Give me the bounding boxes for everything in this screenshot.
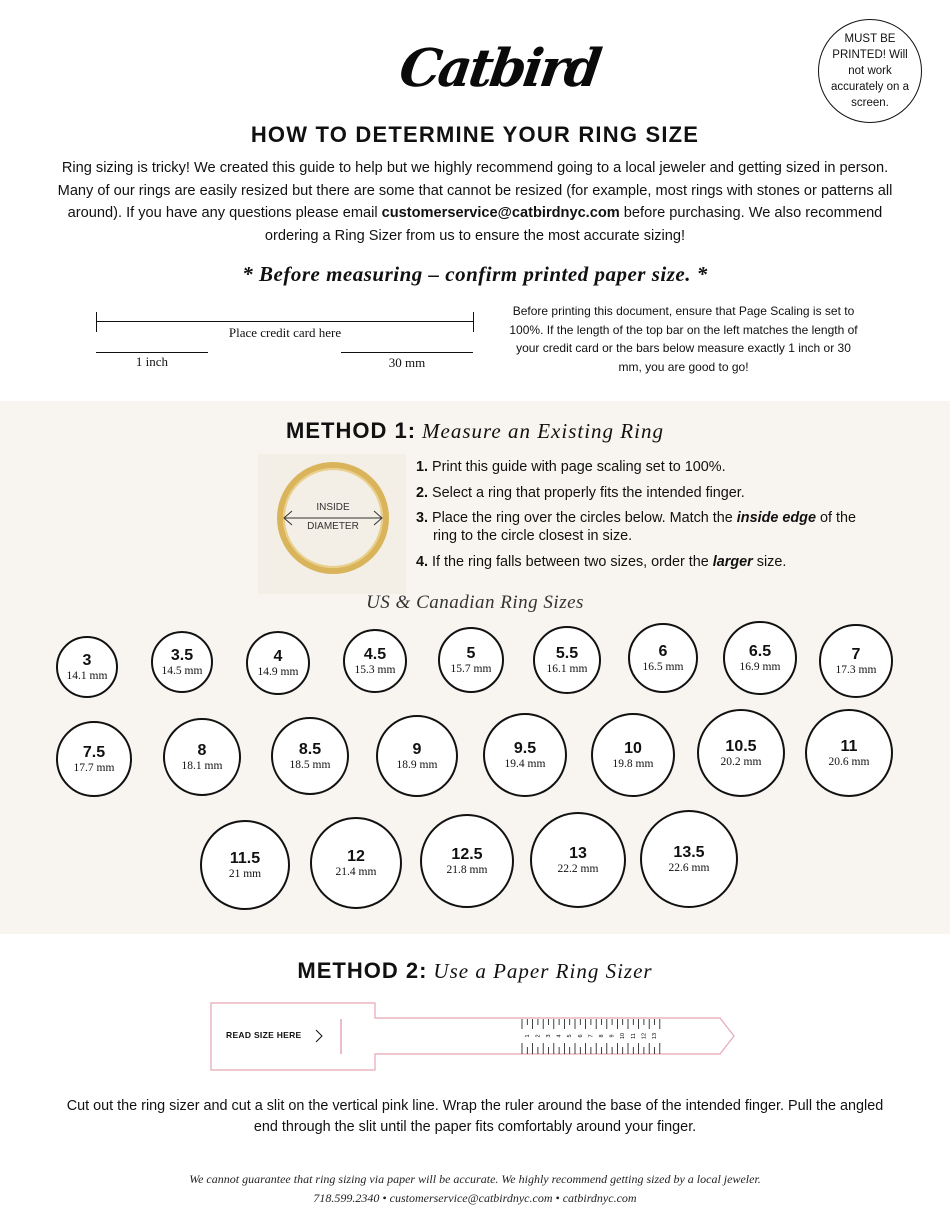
ring-size-mm: 17.7 mm [73, 761, 115, 774]
credit-card-label: Place credit card here [228, 325, 342, 340]
footer-disclaimer: We cannot guarantee that ring sizing via paper will be accurate. We highly recommend getting sized by a local jeweler. [189, 1172, 761, 1186]
ring-size-mm: 18.5 mm [289, 758, 331, 771]
ruler-number: 5 [567, 1034, 574, 1038]
page-title: HOW TO DETERMINE YOUR RING SIZE [250, 122, 700, 147]
ring-size-mm: 14.9 mm [257, 665, 299, 678]
ring-size-us: 3 [82, 651, 92, 669]
ring-size-us: 12.5 [451, 845, 483, 863]
ruler-number: 6 [577, 1034, 584, 1038]
step-emphasis: larger [712, 553, 753, 570]
ring-size-circle [533, 626, 601, 694]
ruler-number: 4 [556, 1034, 563, 1038]
ring-size-us: 5 [466, 644, 476, 662]
step-text-end: size. [752, 553, 787, 570]
ring-sizes-heading: US & Canadian Ring Sizes [366, 592, 584, 613]
ring-size-us: 8 [197, 741, 207, 759]
ring-size-us: 13.5 [673, 843, 705, 861]
ring-size-us: 7 [851, 645, 861, 663]
ring-size-circle [640, 810, 738, 908]
ring-label-diameter: DIAMETER [307, 521, 359, 532]
ring-size-us: 12 [347, 847, 365, 865]
ring-size-circle [271, 717, 349, 795]
ring-size-circle [56, 636, 118, 698]
ring-size-circle [483, 713, 567, 797]
ring-size-mm: 21.4 mm [335, 865, 377, 878]
ring-size-us: 10 [624, 739, 642, 757]
ruler-number: 10 [620, 1032, 627, 1040]
step-item [416, 484, 866, 502]
credit-card-line [96, 321, 474, 322]
ring-size-mm: 22.6 mm [668, 861, 710, 874]
ring-size-us: 11 [840, 737, 858, 755]
ruler-number: 2 [535, 1034, 542, 1038]
ring-size-circle [628, 623, 698, 693]
ring-size-us: 4 [273, 647, 283, 665]
ring-size-circle [376, 715, 458, 797]
ruler-number: 1 [524, 1034, 531, 1038]
step-item [416, 458, 866, 476]
method2-title [0, 958, 950, 984]
ring-size-circle [151, 631, 213, 693]
measure-heading: * Before measuring – confirm printed paper size. * [242, 262, 708, 286]
ring-size-mm: 21 mm [228, 867, 262, 880]
ring-size-us: 3.5 [170, 646, 194, 664]
step-text: If the ring falls between two sizes, order the [432, 553, 713, 570]
ring-size-circle [200, 820, 290, 910]
ring-size-circle [805, 709, 893, 797]
ring-size-us: 4.5 [363, 645, 387, 663]
catbird-logo: Catbird [395, 38, 603, 99]
step-item [416, 509, 866, 545]
intro-text-1: Ring sizing is tricky! We created this guide to help but we highly recommend going to a local jeweler and getting sized in person. Many of our rings are easily resized but there are some that cannot be resized (for example, most rings with stones or patterns all around). If you have any questions please email [57, 160, 893, 221]
ruler-number: 8 [598, 1034, 605, 1038]
ring-size-mm: 16.5 mm [642, 660, 684, 673]
step-item [416, 553, 866, 571]
step-emphasis: inside edge [736, 510, 816, 526]
method1-label: METHOD 1: [286, 418, 417, 443]
ring-size-mm: 21.8 mm [446, 863, 488, 876]
badge-text: MUST BE PRINTED! Will not work accurately on a screen. [831, 33, 909, 109]
ring-size-mm: 14.5 mm [161, 664, 203, 677]
ring-size-mm: 15.7 mm [450, 662, 492, 675]
inch-bar [96, 352, 208, 353]
ring-size-mm: 15.3 mm [354, 663, 396, 676]
ring-size-circle [530, 812, 626, 908]
must-be-printed-badge [818, 19, 922, 123]
ring-size-circle [246, 631, 310, 695]
footer-contact[interactable]: 718.599.2340 • customerservice@catbirdnyc.com • catbirdnyc.com [313, 1191, 637, 1205]
print-scaling-note: Before printing this document, ensure that Page Scaling is set to 100%. If the length of the top bar on the left matches the length of your credit card or the bars below measure exactly 1 inch or 30 mm, you are good to go! [509, 304, 858, 374]
ring-label-inside: INSIDE [316, 502, 350, 513]
ring-size-circle [420, 814, 514, 908]
ruler-number: 7 [588, 1034, 595, 1038]
gold-ring-icon [258, 454, 406, 594]
ring-size-circle [163, 718, 241, 796]
ring-size-mm: 16.1 mm [546, 662, 588, 675]
ring-size-circle [438, 627, 504, 693]
customer-service-email[interactable]: customerservice@catbirdnyc.com [381, 205, 620, 221]
ring-size-mm: 16.9 mm [739, 660, 781, 673]
ring-size-us: 11.5 [229, 849, 261, 867]
ruler-number: 3 [545, 1034, 552, 1038]
ring-size-circle [819, 624, 893, 698]
ring-size-mm: 14.1 mm [66, 669, 108, 682]
mm-label: 30 mm [388, 355, 426, 370]
ring-size-mm: 19.4 mm [504, 757, 546, 770]
ring-size-mm: 22.2 mm [557, 862, 599, 875]
step-number: 4. [416, 553, 429, 570]
ruler-number: 13 [651, 1032, 658, 1040]
step-number: 3. [416, 510, 429, 526]
read-size-label: READ SIZE HERE [226, 1030, 302, 1040]
ring-size-circle [310, 817, 402, 909]
step-text-end: of the ring to the circle closest in size. [433, 510, 856, 544]
ring-size-mm: 17.3 mm [835, 663, 877, 676]
step-text: Place the ring over the circles below. Match the [432, 510, 737, 526]
intro-paragraph [55, 157, 895, 247]
ruler-number: 12 [641, 1032, 648, 1040]
ring-size-us: 13 [569, 844, 587, 862]
ring-size-mm: 18.9 mm [396, 758, 438, 771]
method2-subtitle: Use a Paper Ring Sizer [433, 959, 653, 983]
method1-subtitle: Measure an Existing Ring [422, 419, 664, 443]
ring-size-us: 9 [412, 740, 422, 758]
ring-size-us: 8.5 [298, 740, 322, 758]
ring-size-us: 5.5 [555, 644, 579, 662]
ring-size-circle [697, 709, 785, 797]
ring-size-circle [343, 629, 407, 693]
method2-instructions: Cut out the ring sizer and cut a slit on the vertical pink line. Wrap the ruler around the base of the intended finger. Pull the angled end through the slit until the paper fits comfortably around your finger. [66, 1098, 884, 1135]
ring-size-mm: 20.6 mm [828, 755, 870, 768]
ruler-number: 11 [630, 1033, 637, 1039]
ring-size-us: 6.5 [748, 642, 772, 660]
method1-steps [416, 458, 866, 578]
intro-text-2: before purchasing. We also recommend ordering a Ring Sizer from us to ensure the most accurate sizing! [264, 205, 883, 244]
ring-size-circle [723, 621, 797, 695]
footer [0, 1170, 950, 1208]
step-text: Print this guide with page scaling set to 100%. [432, 459, 726, 475]
method1-title [0, 418, 950, 444]
step-number: 2. [416, 484, 429, 501]
method2-label: METHOD 2: [297, 958, 428, 983]
ring-size-circle [56, 721, 132, 797]
step-text: Select a ring that properly fits the intended finger. [432, 484, 745, 501]
ruler-number: 9 [609, 1034, 616, 1038]
ring-size-mm: 19.8 mm [612, 757, 654, 770]
ring-size-mm: 18.1 mm [181, 759, 223, 772]
ring-size-us: 7.5 [82, 743, 106, 761]
mm-bar [341, 352, 473, 353]
ring-size-us: 10.5 [725, 737, 757, 755]
ring-size-us: 6 [658, 642, 668, 660]
ring-size-circle [591, 713, 675, 797]
step-number: 1. [416, 459, 429, 475]
ring-size-us: 9.5 [513, 739, 537, 757]
inch-label: 1 inch [135, 354, 169, 369]
ring-size-mm: 20.2 mm [720, 755, 762, 768]
